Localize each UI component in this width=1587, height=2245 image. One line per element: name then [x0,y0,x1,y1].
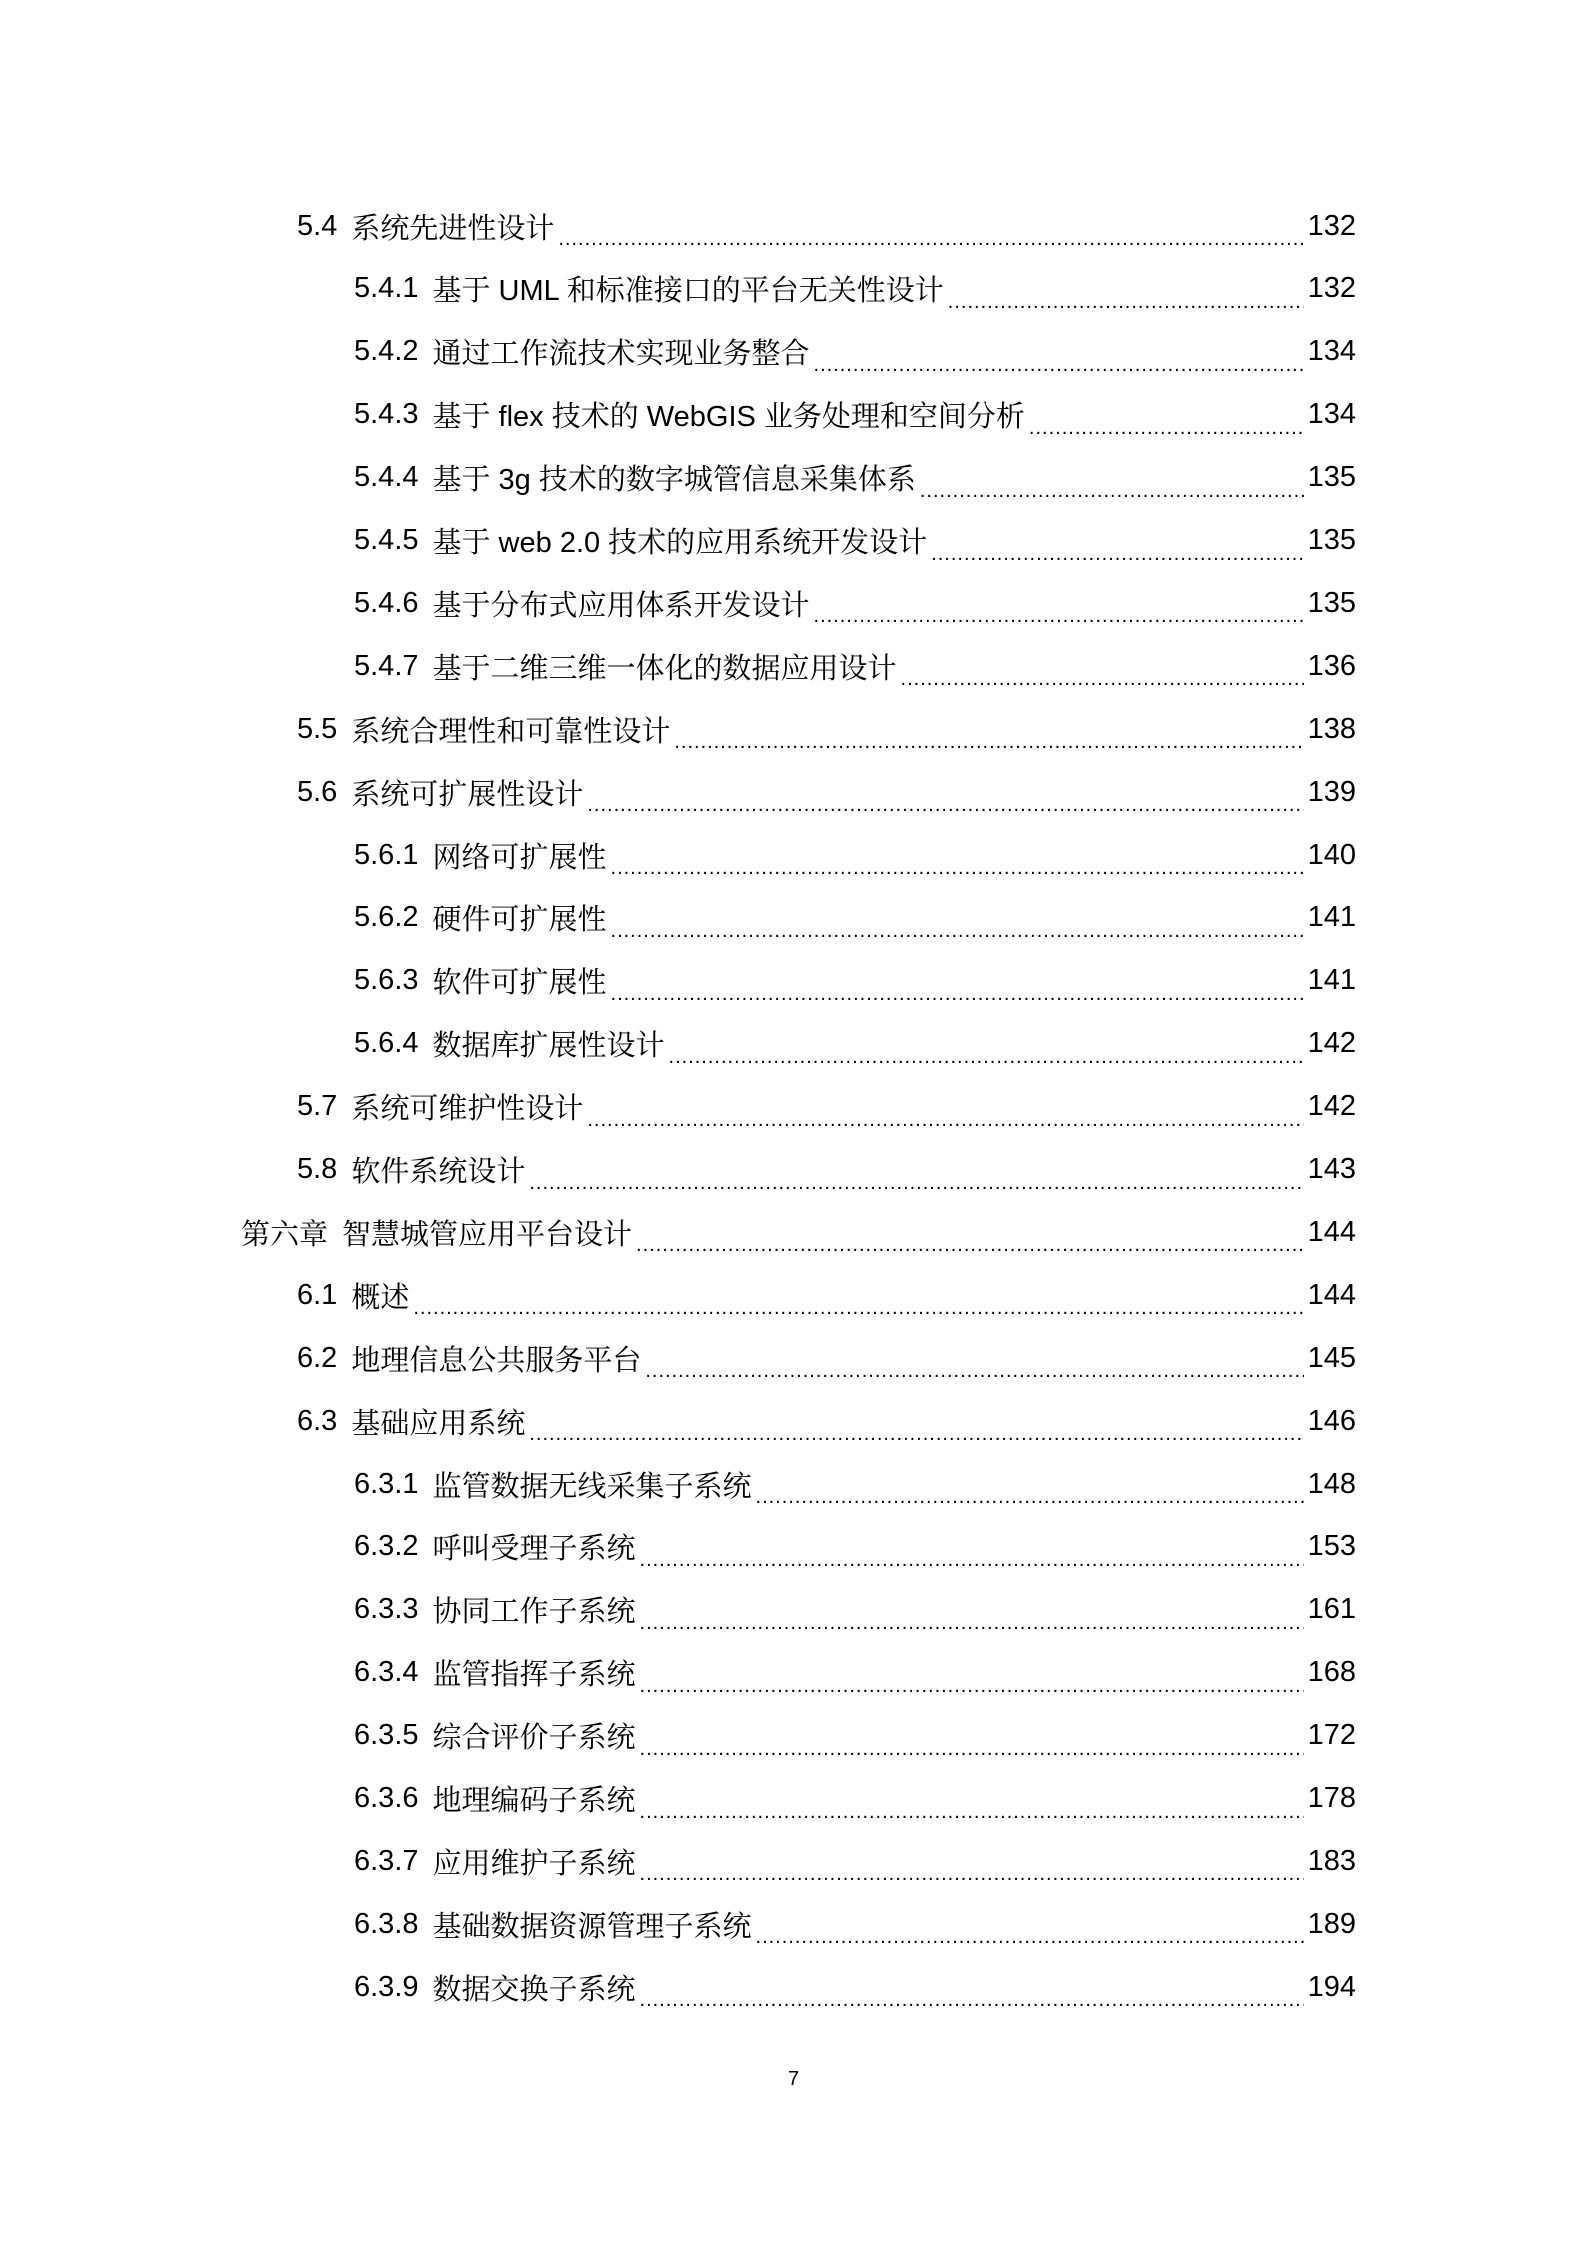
toc-entry[interactable] [354,1464,1356,1504]
toc-entry[interactable] [354,395,1356,435]
dot-leader [814,597,1304,623]
toc-entry-page: 136 [1307,649,1356,682]
toc-entry[interactable] [297,772,1356,812]
toc-entry-title: 基础应用系统 [351,1407,526,1440]
toc-entry-number: 5.4.3 [354,398,419,431]
dot-leader [611,912,1304,938]
toc-entry-number: 5.6.1 [354,838,419,871]
toc-entry-number: 6.3.4 [354,1656,419,1689]
dot-leader [413,1289,1303,1315]
toc-entry-title: 概述 [351,1281,410,1314]
toc-entry-number: 6.3.2 [354,1530,419,1563]
dot-leader [640,1541,1304,1567]
toc-entry[interactable] [354,898,1356,938]
toc-entry-number: 6.3.5 [354,1719,419,1752]
toc-entry-number: 第六章 [241,1218,329,1251]
toc-entry[interactable] [297,1087,1356,1127]
toc-entry[interactable] [354,961,1356,1001]
toc-entry-page: 153 [1307,1530,1356,1563]
toc-entry-page: 189 [1307,1907,1356,1940]
toc-entry[interactable] [297,1401,1356,1441]
toc-entry-title: 地理编码子系统 [432,1785,636,1817]
toc-entry-number: 5.6.2 [354,901,419,934]
toc-entry-title: 基于 flex 技术的 WebGIS 业务处理和空间分析 [432,401,1025,434]
toc-entry[interactable] [297,1150,1356,1190]
toc-entry-title: 通过工作流技术实现业务整合 [432,338,810,371]
toc-entry-page: 134 [1307,398,1356,431]
toc-entry[interactable] [354,1967,1356,2007]
dot-leader [640,1981,1304,2007]
toc-entry[interactable] [297,1275,1356,1315]
toc-entry[interactable] [354,583,1356,623]
toc-entry-page: 172 [1307,1719,1356,1752]
toc-entry-title: 系统合理性和可靠性设计 [351,715,671,748]
toc-entry-page: 168 [1307,1656,1356,1689]
toc-entry[interactable] [354,1716,1356,1756]
dot-leader [611,849,1304,875]
toc-entry-page: 148 [1307,1467,1356,1500]
toc-entry-page: 144 [1307,1215,1356,1248]
toc-entry-number: 5.4.7 [354,649,419,682]
dot-leader [587,786,1303,812]
toc-entry-number: 6.3.9 [354,1970,419,2003]
toc-entry[interactable] [354,1841,1356,1881]
toc-entry-page: 145 [1307,1341,1356,1374]
toc-entry-number: 5.4.2 [354,335,419,368]
toc-entry-page: 183 [1307,1844,1356,1877]
dot-leader [640,1604,1304,1630]
toc-entry-page: 141 [1307,901,1356,934]
toc-entry-number: 6.3 [297,1404,338,1437]
toc-entry-title: 基于分布式应用体系开发设计 [432,589,810,622]
dot-leader [814,346,1304,372]
dot-leader [756,1918,1304,1944]
toc-entry[interactable] [354,1590,1356,1630]
dot-leader [948,283,1304,309]
toc-entry-number: 6.2 [297,1341,338,1374]
toc-entry-number: 5.7 [297,1090,338,1123]
toc-entry-title: 网络可扩展性 [432,841,607,874]
toc-entry-number: 5.8 [297,1153,338,1185]
toc-entry[interactable] [354,835,1356,875]
toc-entry-page: 178 [1307,1782,1356,1814]
toc-entry-page: 161 [1307,1593,1356,1626]
dot-leader [640,1667,1304,1693]
toc-entry-title: 基于 web 2.0 技术的应用系统开发设计 [432,527,928,559]
toc-entry[interactable] [354,269,1356,309]
dot-leader [640,1855,1304,1881]
toc-entry-title: 数据库扩展性设计 [432,1030,665,1063]
toc-entry-page: 134 [1307,335,1356,368]
toc-entry[interactable] [354,1653,1356,1693]
toc-entry-title: 基于二维三维一体化的数据应用设计 [432,652,897,685]
dot-leader [587,1101,1303,1127]
toc-entry-number: 5.5 [297,712,338,745]
toc-entry-number: 5.6.3 [354,964,419,997]
dot-leader [669,1038,1304,1064]
toc-entry-page: 139 [1307,775,1356,808]
toc-entry[interactable] [354,646,1356,686]
toc-entry-title: 软件可扩展性 [432,967,607,1000]
toc-entry-number: 5.4.4 [354,461,419,494]
toc-entry-page: 132 [1307,209,1356,242]
toc-entry-number: 6.3.1 [354,1467,419,1500]
dot-leader [1029,409,1304,435]
toc-entry[interactable] [354,1527,1356,1567]
toc-entry-title: 系统可扩展性设计 [351,778,584,811]
toc-entry-number: 5.6 [297,775,338,808]
toc-entry[interactable] [354,1904,1356,1944]
toc-entry-title: 基础数据资源管理子系统 [432,1910,752,1943]
toc-entry-title: 综合评价子系统 [432,1722,636,1755]
dot-leader [931,535,1303,561]
toc-entry-number: 6.3.7 [354,1844,419,1877]
toc-entry-page: 142 [1307,1090,1356,1123]
toc-entry-number: 6.1 [297,1278,338,1311]
toc-entry-number: 6.3.8 [354,1907,419,1940]
toc-entry-title: 监管数据无线采集子系统 [432,1470,752,1503]
toc-entry[interactable] [297,206,1356,246]
toc-entry-number: 5.6.4 [354,1027,419,1060]
toc-entry-title: 地理信息公共服务平台 [351,1344,642,1377]
toc-entry-title: 基于 3g 技术的数字城管信息采集体系 [432,464,916,497]
toc-entry[interactable] [354,1024,1356,1064]
toc-entry[interactable] [354,332,1356,372]
toc-entry-page: 194 [1307,1970,1356,2003]
toc-entry[interactable] [297,709,1356,749]
page-number: 7 [787,2068,800,2090]
toc-entry-page: 138 [1307,712,1356,745]
toc-entry-title: 数据交换子系统 [432,1973,636,2006]
toc-entry-number: 6.3.6 [354,1782,419,1814]
toc-entry-page: 135 [1307,524,1356,556]
dot-leader [529,1415,1303,1441]
toc-entry-page: 141 [1307,964,1356,997]
dot-leader [920,472,1304,498]
toc-entry-number: 6.3.3 [354,1593,419,1626]
toc-entry-page: 142 [1307,1027,1356,1060]
dot-leader [901,660,1304,686]
toc-entry-title: 系统先进性设计 [351,212,555,245]
toc-entry-page: 132 [1307,272,1356,305]
toc-entry-title: 呼叫受理子系统 [432,1533,636,1566]
toc-entry-page: 140 [1307,838,1356,871]
toc-entry-number: 5.4.6 [354,586,419,619]
toc-entry[interactable] [354,1779,1356,1819]
toc-entry[interactable] [297,1338,1356,1378]
dot-leader [645,1352,1303,1378]
dot-leader [640,1730,1304,1756]
toc-entry-page: 146 [1307,1404,1356,1437]
dot-leader [756,1478,1304,1504]
toc-entry-title: 应用维护子系统 [432,1847,636,1880]
dot-leader [611,975,1304,1001]
toc-entry-number: 5.4.5 [354,524,419,556]
dot-leader [558,220,1303,246]
toc-entry-number: 5.4 [297,209,338,242]
toc-entry[interactable] [241,1212,1356,1252]
toc-entry-title: 基于 UML 和标准接口的平台无关性设计 [432,275,944,308]
toc-entry-page: 135 [1307,461,1356,494]
toc-entry-title: 软件系统设计 [351,1156,526,1188]
toc-entry-title: 协同工作子系统 [432,1596,636,1629]
toc-entry-title: 监管指挥子系统 [432,1659,636,1692]
dot-leader [674,723,1303,749]
dot-leader [529,1164,1303,1190]
toc-entry-page: 143 [1307,1153,1356,1185]
toc-entry[interactable] [354,521,1356,561]
toc-entry[interactable] [354,458,1356,498]
toc-entry-number: 5.4.1 [354,272,419,305]
toc-entry-title: 智慧城管应用平台设计 [342,1218,633,1251]
toc-entry-title: 硬件可扩展性 [432,904,607,937]
toc-entry-page: 135 [1307,586,1356,619]
toc-entry-page: 144 [1307,1278,1356,1311]
dot-leader [636,1226,1304,1252]
toc-entry-title: 系统可维护性设计 [351,1093,584,1126]
dot-leader [640,1793,1304,1819]
